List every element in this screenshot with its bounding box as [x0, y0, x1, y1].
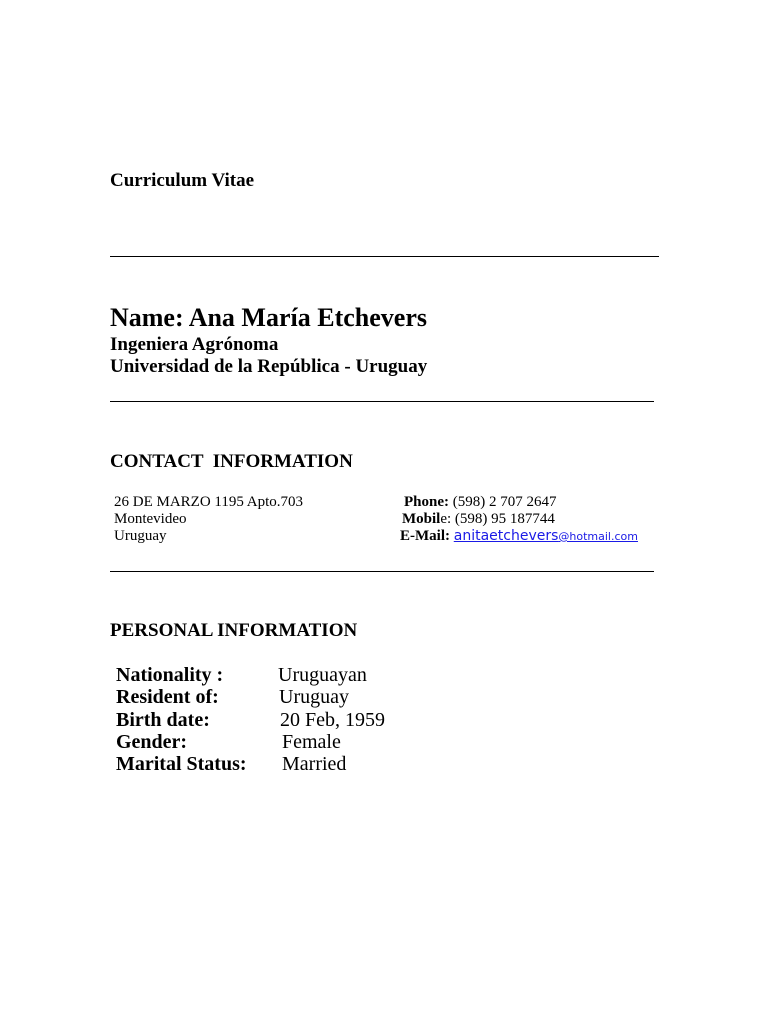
- mobile-label-suffix: e:: [440, 511, 452, 527]
- phone-line: [404, 494, 557, 511]
- phone-label: Phone:: [404, 494, 449, 510]
- gender-value: Female: [282, 731, 341, 753]
- address-line-city: Montevideo: [114, 511, 187, 527]
- phone-value: (598) 2 707 2647: [449, 494, 557, 510]
- gender-label: Gender:: [116, 731, 188, 753]
- personal-section-heading: PERSONAL INFORMATION: [110, 620, 358, 641]
- nationality-value: Uruguayan: [278, 664, 367, 686]
- name-heading: Name: Ana María Etchevers: [110, 303, 427, 332]
- mobile-value: (598) 95 187744: [451, 511, 555, 527]
- email-user: anitaetchevers: [453, 528, 559, 544]
- birth-date-value: 20 Feb, 1959: [280, 709, 385, 731]
- email-link[interactable]: [454, 529, 638, 544]
- divider-top: [110, 256, 659, 257]
- address-line-street: 26 DE MARZO 1195 Apto.703: [114, 494, 304, 510]
- email-domain: @hotmail.com: [558, 530, 638, 543]
- mobile-label: Mobil: [402, 511, 441, 527]
- document-title: Curriculum Vitae: [110, 170, 255, 191]
- address-line-country: Uruguay: [114, 528, 167, 544]
- contact-section-heading: CONTACT INFORMATION: [110, 451, 353, 472]
- resident-value: Uruguay: [279, 686, 349, 708]
- university-line: Universidad de la República - Uruguay: [110, 356, 428, 377]
- nationality-label: Nationality :: [116, 664, 224, 686]
- divider-middle: [110, 401, 654, 402]
- divider-contact: [110, 571, 654, 572]
- resident-label: Resident of:: [116, 686, 219, 708]
- email-label: E-Mail:: [400, 528, 450, 544]
- marital-status-value: Married: [282, 753, 347, 775]
- birth-date-label: Birth date:: [116, 709, 210, 731]
- profession-line: Ingeniera Agrónoma: [110, 334, 279, 355]
- marital-status-label: Marital Status:: [116, 753, 247, 775]
- mobile-line: [402, 511, 555, 528]
- email-line: [400, 528, 638, 545]
